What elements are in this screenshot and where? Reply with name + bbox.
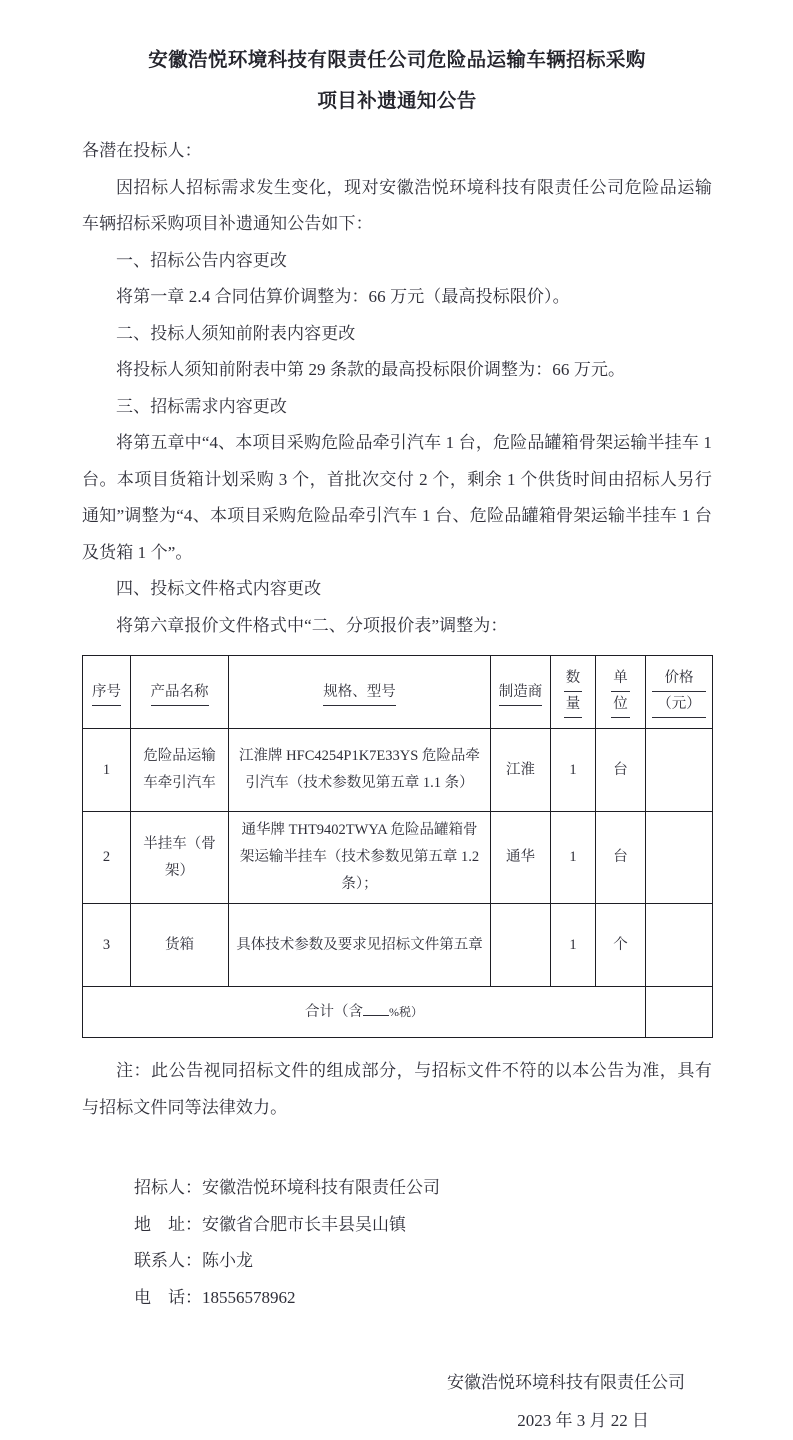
contact-address-label: 地 址：: [134, 1214, 202, 1234]
header-manufacturer: [491, 656, 551, 729]
note-text: 注：此公告视同招标文件的组成部分，与招标文件不符的以本公告为准，具有与招标文件同等法律效力。: [82, 1061, 712, 1117]
header-product-name: [131, 656, 229, 729]
salutation: 各潜在投标人：: [82, 141, 202, 160]
total-price-cell[interactable]: [646, 987, 713, 1038]
row-3-index: 3: [83, 904, 131, 987]
row-1-quantity: 1: [551, 729, 596, 812]
intro-paragraph: 因招标人招标需求发生变化，现对安徽浩悦环境科技有限责任公司危险品运输车辆招标采购项目补遗通知公告如下：: [82, 177, 712, 233]
row-1-index: 1: [83, 729, 131, 812]
tax-rate-blank[interactable]: [363, 1015, 389, 1016]
header-price-line-2: （元）: [652, 692, 706, 718]
itemized-price-table: [82, 655, 713, 1038]
row-3-unit: 个: [596, 904, 646, 987]
header-spec-model-label: 规格、型号: [323, 680, 396, 706]
table-row: [83, 812, 713, 904]
section-3: [82, 389, 712, 572]
document-body: [82, 0, 712, 1440]
header-price-line-1: 价格: [652, 666, 706, 692]
row-2-unit: 台: [596, 812, 646, 904]
header-price: [646, 656, 713, 729]
signature-company: 安徽浩悦环境科技有限责任公司: [447, 1373, 685, 1392]
section-4-heading: 四、投标文件格式内容更改: [116, 579, 322, 598]
contact-phone-value: 18556578962: [202, 1287, 296, 1307]
contact-address-value: 安徽省合肥市长丰县吴山镇: [202, 1214, 406, 1234]
row-3-product-name: 货箱: [131, 904, 229, 987]
header-index-label: 序号: [92, 680, 121, 706]
row-2-manufacturer: 通华: [491, 812, 551, 904]
row-1-spec-model: 江淮牌 HFC4254P1K7E33YS 危险品牵引汽车（技术参数见第五章 1.1 条）: [229, 729, 491, 812]
section-4: [82, 571, 712, 644]
contact-address: [134, 1207, 712, 1244]
row-1-product-name: 危险品运输车牵引汽车: [131, 729, 229, 812]
section-1-heading: 一、招标公告内容更改: [116, 250, 287, 270]
header-quantity-char-1: 数: [564, 666, 582, 692]
note-block: [82, 1053, 712, 1126]
row-3-price[interactable]: [646, 904, 713, 987]
row-2-quantity: 1: [551, 812, 596, 904]
table-header-row: [83, 656, 713, 729]
header-manufacturer-label: 制造商: [499, 680, 543, 706]
title-line-2: 项目补遗通知公告: [317, 91, 477, 112]
table-row: [83, 904, 713, 987]
contact-person: [134, 1243, 712, 1280]
row-2-index: 2: [83, 812, 131, 904]
total-label-suffix: %税）: [389, 1004, 423, 1019]
table-row: [83, 729, 713, 812]
row-1-manufacturer: 江淮: [491, 729, 551, 812]
section-4-body: 将第六章报价文件格式中“二、分项报价表”调整为：: [116, 615, 508, 635]
section-2: [82, 316, 712, 389]
contact-phone-label: 电 话：: [134, 1287, 202, 1307]
header-spec-model: [229, 656, 491, 729]
header-unit-char-1: 单: [611, 666, 629, 692]
header-index: [83, 656, 131, 729]
header-product-name-label: 产品名称: [151, 680, 209, 706]
signature-block: [82, 1364, 712, 1440]
contact-phone: [134, 1280, 712, 1317]
header-unit: [596, 656, 646, 729]
row-3-spec-model: 具体技术参数及要求见招标文件第五章: [229, 904, 491, 987]
header-quantity-char-2: 量: [564, 692, 582, 718]
section-2-heading: 二、投标人须知前附表内容更改: [116, 323, 356, 343]
intro-block: [82, 133, 712, 243]
row-2-spec-model: 通华牌 THT9402TWYA 危险品罐箱骨架运输半挂车（技术参数见第五章 1.2 条）；: [229, 812, 491, 904]
contact-block: [82, 1170, 712, 1316]
price-table-wrapper: [82, 655, 712, 1038]
title-line-1: 安徽浩悦环境科技有限责任公司危险品运输车辆招标采购: [148, 50, 646, 71]
row-1-price[interactable]: [646, 729, 713, 812]
section-3-heading: 三、招标需求内容更改: [116, 396, 287, 416]
section-1-body: 将第一章 2.4 合同估算价调整为：66 万元（最高投标限价）。: [116, 287, 570, 306]
section-1: [82, 243, 712, 316]
total-label-prefix: 合计（含: [305, 1003, 363, 1020]
section-3-body: 将第五章中“4、本项目采购危险品牵引汽车 1 台，危险品罐箱骨架运输半挂车 1 台。本项目货箱计划采购 3 个，首批次交付 2 个，剩余 1 个供货时间由招标人另行通知”调整为“4、本项目采购危险品牵引汽车 1 台、危险品罐箱骨架运输半挂车 1 台及货箱 1 个”。: [82, 433, 712, 562]
row-2-price[interactable]: [646, 812, 713, 904]
signature-date: 2023 年 3 月 22 日: [517, 1411, 649, 1430]
header-unit-char-2: 位: [611, 692, 629, 718]
contact-person-label: 联系人：: [134, 1251, 202, 1270]
total-label-cell: [83, 987, 646, 1038]
row-3-manufacturer: [491, 904, 551, 987]
row-1-unit: 台: [596, 729, 646, 812]
contact-tenderer-value: 安徽浩悦环境科技有限责任公司: [202, 1178, 440, 1197]
contact-tenderer-label: 招标人：: [134, 1178, 202, 1197]
table-total-row: [83, 987, 713, 1038]
section-2-body: 将投标人须知前附表中第 29 条款的最高投标限价调整为：66 万元。: [116, 360, 626, 379]
row-2-product-name: 半挂车（骨架）: [131, 812, 229, 904]
contact-person-value: 陈小龙: [202, 1251, 253, 1270]
row-3-quantity: 1: [551, 904, 596, 987]
header-quantity: [551, 656, 596, 729]
contact-tenderer: [134, 1170, 712, 1207]
page-title: [82, 0, 712, 122]
